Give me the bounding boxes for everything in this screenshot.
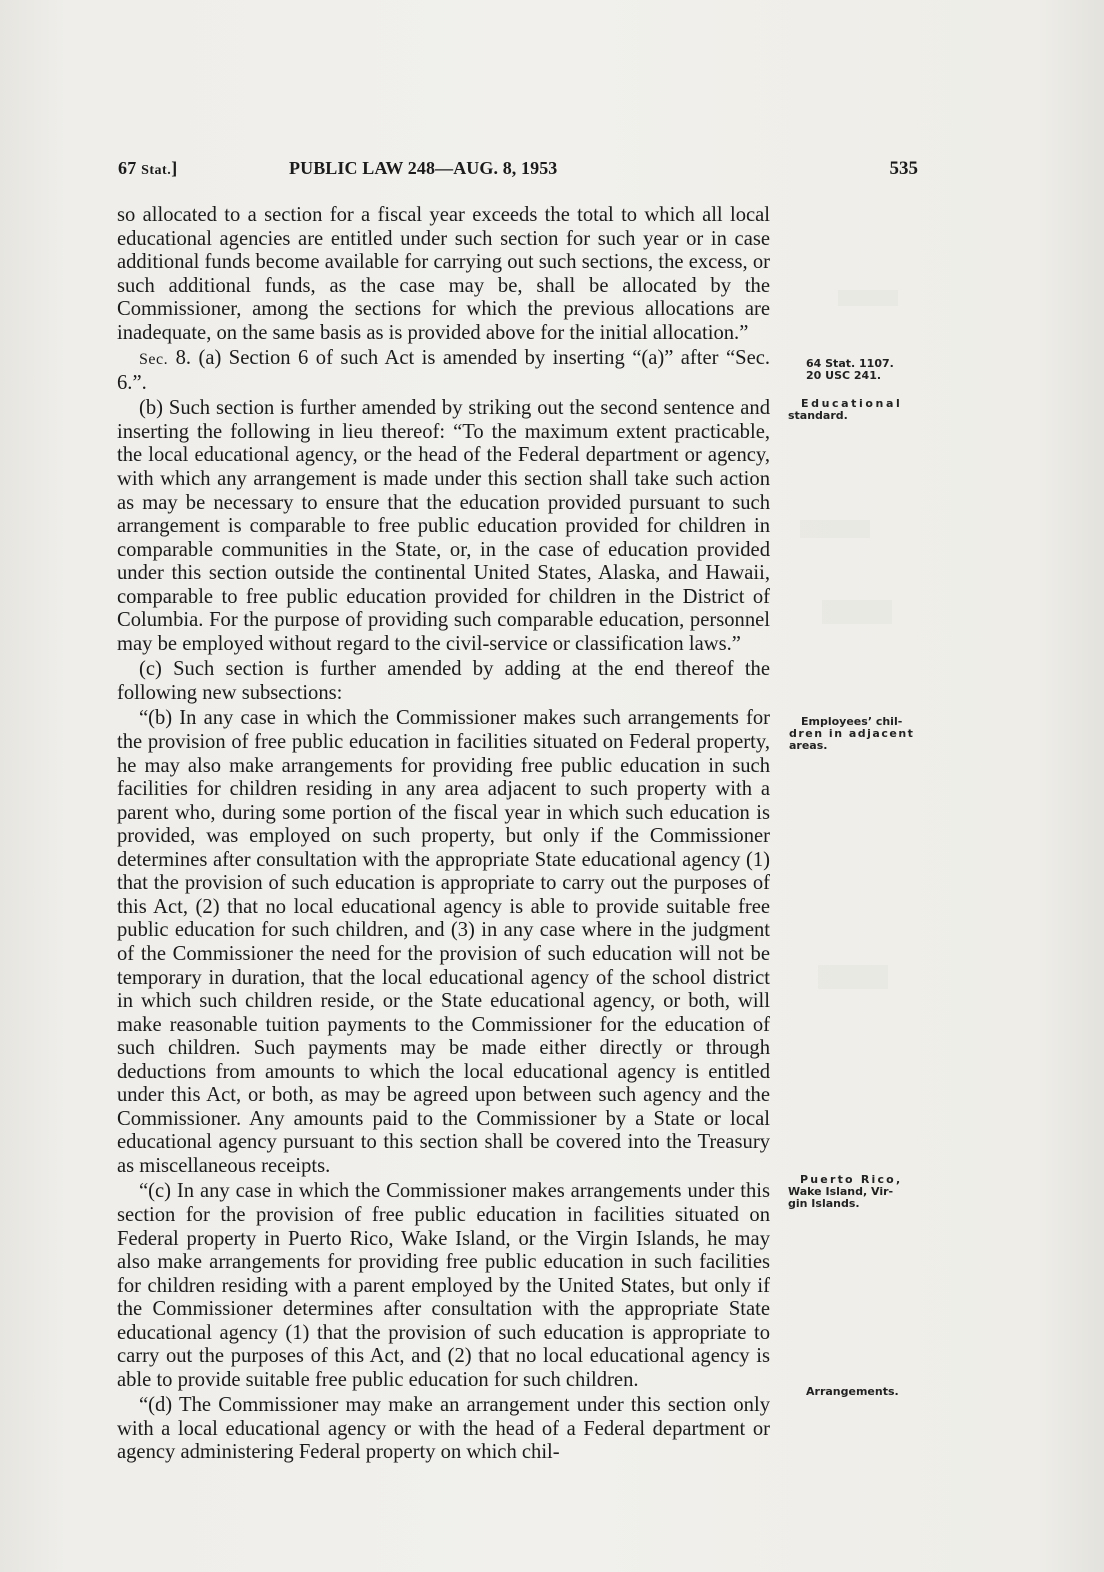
paragraph-sec-8b: (b) Such section is further amended by striking out the second sentence and inserting the following in lieu thereof: “To the maximum extent practicable, the local educational agency, or the head of the Federal department or agency, with which any arrangement is made under this section shall take such action as may be necessary to ensure that the education provided pursuant to such arrangement is comparable to free public education provided for children in comparable communities in the State, or, in the case of education provided under this section outside the continental United States, Alaska, and Hawaii, comparable to free public education provided for children in the District of Columbia. For the purpose of providing such comparable education, personnel may be employed without regard to the civil-service or classification laws.” <box>117 397 770 655</box>
section-8a-text: 8. (a) Section 6 of such Act is amended by inserting “(a)” after “Sec. 6.”. <box>117 347 770 394</box>
stat-label: Stat. <box>141 163 172 178</box>
note-line: Employees’ chil- <box>801 715 903 728</box>
margin-note-arrangements <box>806 1386 899 1398</box>
margin-note-citation <box>806 358 894 382</box>
note-line: Arrangements. <box>806 1385 899 1398</box>
paragraph-allocation-continued: so allocated to a section for a fiscal year exceeds the total to which all local educational agencies are entitled under such section for such year or in case additional funds become available for carrying out such sections, the excess, or such additional funds, as the case may be, shall be allocated by the Commissioner, among the sections for which the previous allocations are inadequate, on the same basis as is provided above for the initial allocation.” <box>117 204 770 344</box>
bleed-through-mark <box>822 600 892 624</box>
note-line: standard. <box>788 409 848 422</box>
paragraph-subsection-c: “(c) In any case in which the Commissioner makes arrangements under this section for the provision of free public education in facilities situated on Federal property in Puerto Rico, Wake Island, or the Virgin Islands, he may also make arrangements for providing free public education in such facilities for children residing with a parent employed by the United States, but only if the Commissioner determines after consultation with the appropriate State educational agency (1) that the provision of such education is appropriate to carry out the purposes of this Act, and (2) that no local educational agency is able to provide suitable free public education for such children. <box>117 1180 770 1391</box>
note-line: dren in adjacent <box>789 727 915 740</box>
paragraph-sec-8a <box>117 347 770 395</box>
paragraph-subsection-d: “(d) The Commissioner may make an arrangement under this section only with a local educational agency or with the head of a Federal department or agency administering Federal property on which chil- <box>117 1394 770 1464</box>
bleed-through-mark <box>838 290 898 306</box>
margin-note-employees-children <box>789 716 914 752</box>
page-number: 535 <box>889 158 918 179</box>
volume-number: 67 <box>118 158 137 178</box>
volume-citation <box>118 158 177 179</box>
note-line: Puerto Rico, <box>800 1173 903 1186</box>
closing-bracket: ] <box>171 158 178 178</box>
margin-note-educational-standard <box>788 398 902 422</box>
note-line: Educational <box>801 397 903 410</box>
note-line: Wake Island, Vir- <box>788 1185 894 1198</box>
citation-line: 64 Stat. 1107. <box>806 357 894 370</box>
law-title: PUBLIC LAW 248—AUG. 8, 1953 <box>289 158 558 178</box>
running-header <box>118 158 924 184</box>
section-label: Sec. <box>139 351 169 369</box>
margin-note-puerto-rico <box>788 1174 902 1210</box>
note-line: areas. <box>789 739 828 752</box>
paragraph-sec-8c: (c) Such section is further amended by adding at the end thereof the following new subsections: <box>117 658 770 704</box>
statute-body <box>117 204 770 1465</box>
citation-line: 20 USC 241. <box>806 369 882 382</box>
note-line: gin Islands. <box>788 1197 860 1210</box>
bleed-through-mark <box>800 520 870 538</box>
paragraph-subsection-b: “(b) In any case in which the Commissioner makes such arrangements for the provision of free public education in facilities situated on Federal property, he may also make arrangements for providing free public education in such facilities for children residing in any area adjacent to such property with a parent who, during some portion of the fiscal year in which such education is provided, was employed on such property, but only if the Commissioner determines after consultation with the appropriate State educational agency (1) that the provision of such education is appropriate to carry out the purposes of this Act, (2) that no local educational agency is able to provide suitable free public education for such children, and (3) in any case where in the judgment of the Commissioner the need for the provision of such education will not be temporary in duration, that the local educational agency of the school district in which such children reside, or the State educational agency, or both, will make reasonable tuition payments to the Commissioner for the education of such children. Such payments may be made either directly or through deductions from amounts to which the local educational agency is entitled under this Act, or both, as may be agreed upon between such agency and the Commissioner. Any amounts paid to the Commissioner by a State or local educational agency pursuant to this section shall be covered into the Treasury as miscellaneous receipts. <box>117 707 770 1177</box>
bleed-through-mark <box>818 965 888 989</box>
